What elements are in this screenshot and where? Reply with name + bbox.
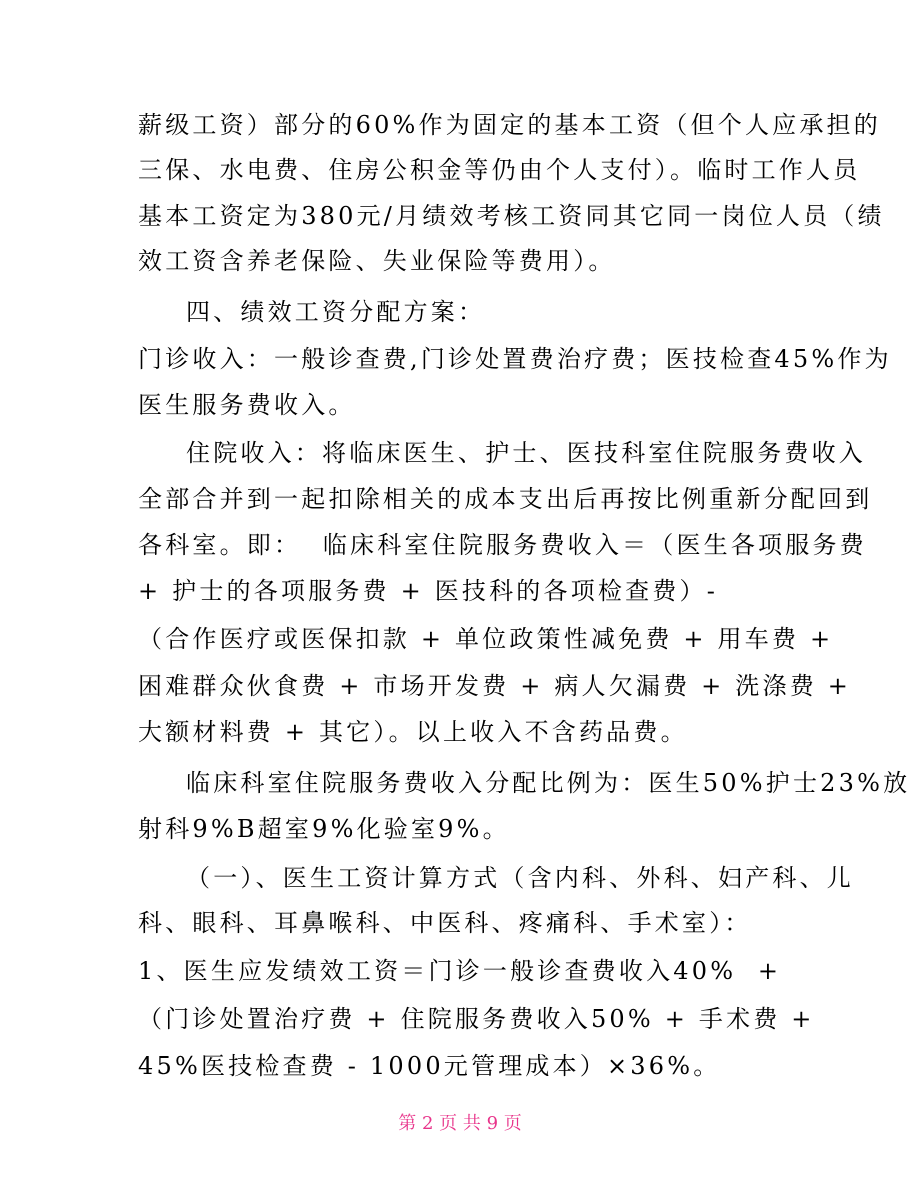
section-heading: 四、绩效工资分配方案： — [186, 298, 486, 326]
formula-line: 45%医技检查费 - 1000元管理成本）×36%。 — [138, 1052, 721, 1080]
body-line: 临床科室住院服务费收入分配比例为：医生50%护士23%放 — [186, 769, 911, 797]
body-line: 薪级工资）部分的60%作为固定的基本工资（但个人应承担的 — [138, 111, 881, 139]
body-line: 全部合并到一起扣除相关的成本支出后再按比例重新分配回到 — [138, 485, 873, 513]
body-line: （合作医疗或医保扣款 + 单位政策性减免费 + 用车费 + — [138, 625, 834, 653]
page-number-footer: 第 2 页 共 9 页 — [398, 1113, 522, 1134]
body-line: 科、眼科、耳鼻喉科、中医科、疼痛科、手术室）： — [138, 909, 752, 937]
body-line: 三保、水电费、住房公积金等仍由个人支付）。临时工作人员 — [138, 156, 861, 184]
body-line: 门诊收入：一般诊查费,门诊处置费治疗费；医技检查45%作为 — [138, 345, 892, 373]
formula-line: （门诊处置治疗费 + 住院服务费收入50% + 手术费 + — [138, 1005, 815, 1033]
body-line: 医生服务费收入。 — [138, 391, 356, 419]
subsection-heading: （一）、医生工资计算方式（含内科、外科、妇产科、儿 — [186, 864, 854, 892]
body-line: 各科室。即： 临床科室住院服务费收入＝（医生各项服务费 — [138, 531, 867, 559]
body-line: 困难群众伙食费 + 市场开发费 + 病人欠漏费 + 洗涤费 + — [138, 672, 852, 700]
body-line: 基本工资定为380元/月绩效考核工资同其它同一岗位人员（绩 — [138, 202, 885, 230]
body-line: 大额材料费 + 其它）。以上收入不含药品费。 — [138, 718, 688, 746]
body-line: 效工资含养老保险、失业保险等费用）。 — [138, 247, 616, 275]
formula-line: 1、医生应发绩效工资＝门诊一般诊查费收入40% + — [138, 957, 782, 985]
body-line: 射科9%B超室9%化验室9%。 — [138, 815, 510, 843]
body-line: 住院收入：将临床医生、护士、医技科室住院服务费收入 — [186, 439, 866, 467]
body-line: + 护士的各项服务费 + 医技科的各项检查费）- — [138, 577, 719, 605]
